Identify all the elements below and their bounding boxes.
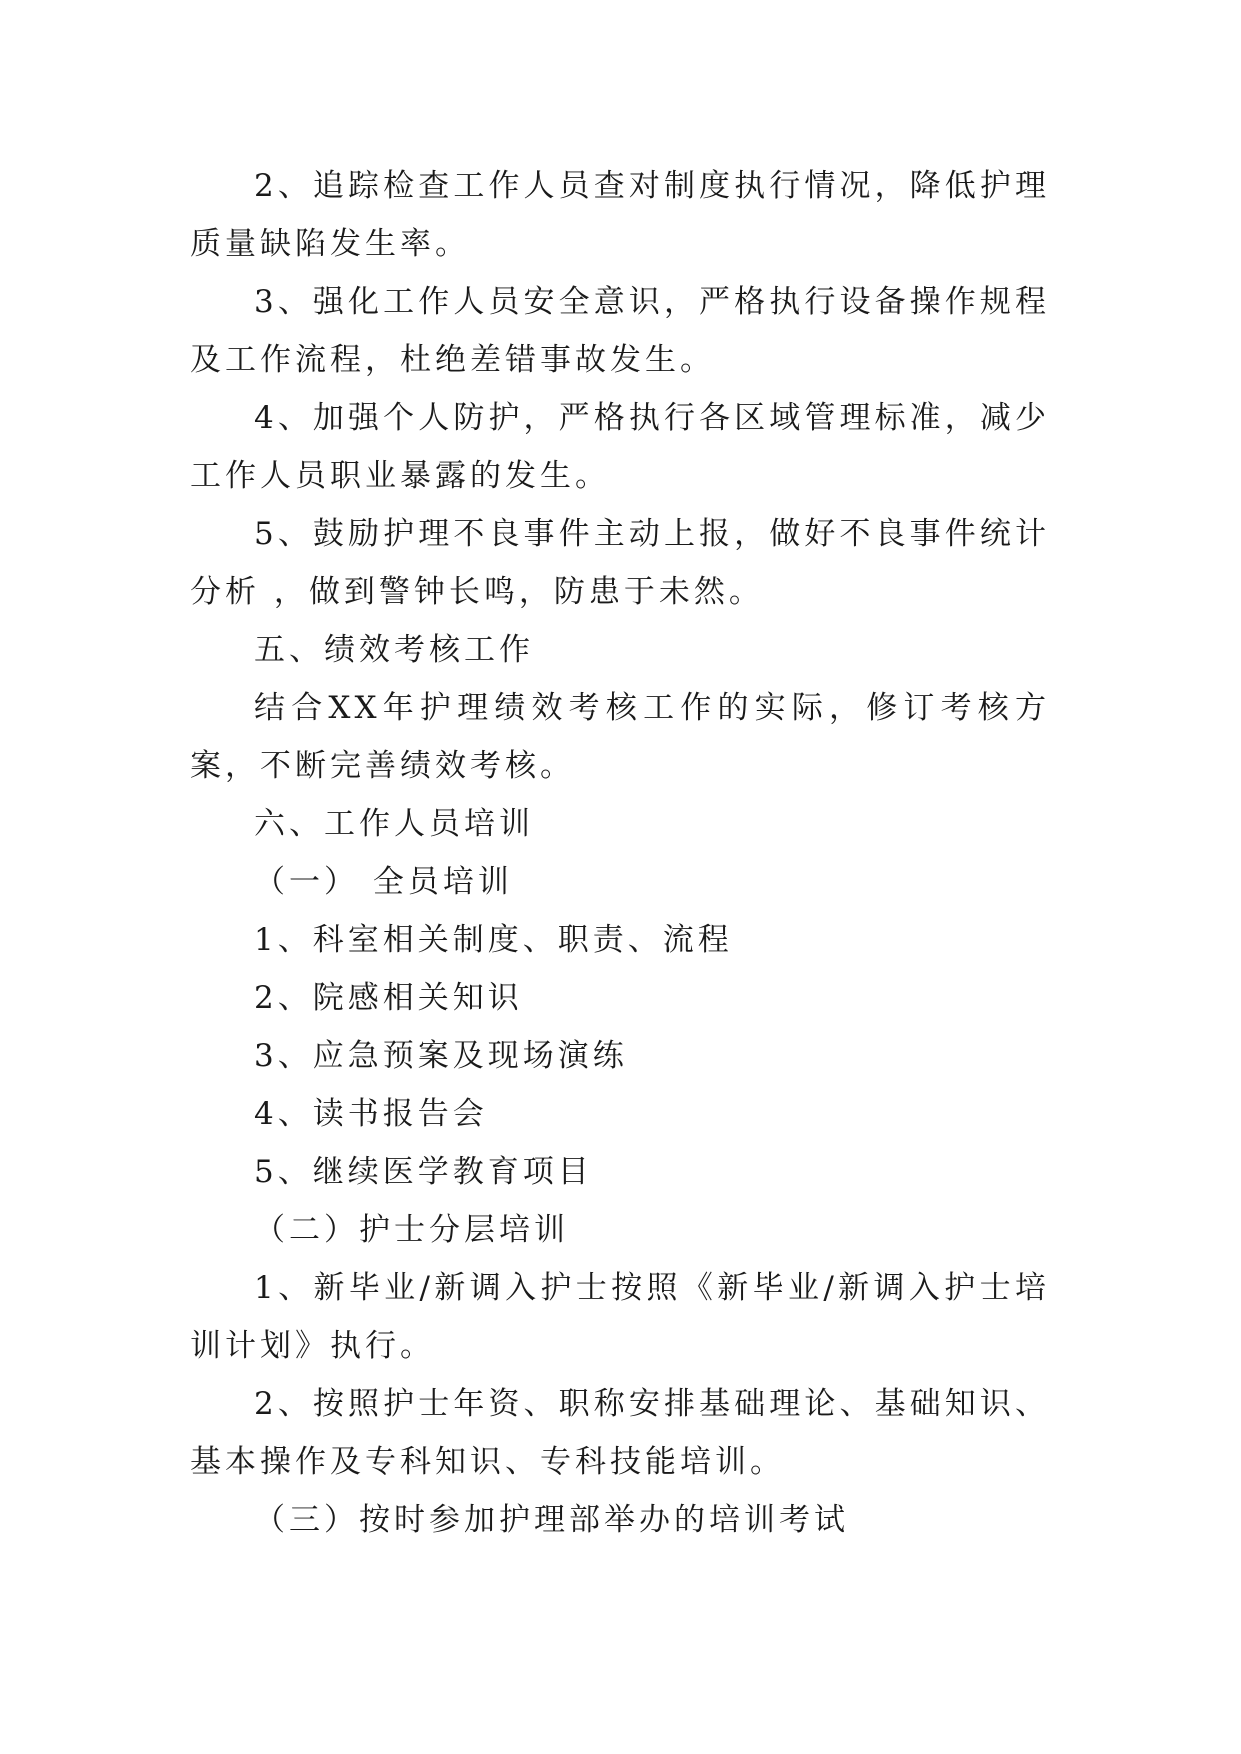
list-item: 3、应急预案及现场演练 bbox=[254, 1038, 628, 1074]
paragraph-item-2: 2、追踪检查工作人员查对制度执行情况，降低护理质量缺陷发生率。 bbox=[190, 168, 1050, 262]
section-heading-training: 六、工作人员培训 bbox=[254, 806, 534, 842]
paragraph-item-5: 5、鼓励护理不良事件主动上报，做好不良事件统计分析 ，做到警钟长鸣，防患于未然。 bbox=[190, 516, 1050, 610]
section-heading-performance: 五、绩效考核工作 bbox=[254, 632, 534, 668]
paragraph-item-3: 3、强化工作人员安全意识，严格执行设备操作规程及工作流程，杜绝差错事故发生。 bbox=[190, 284, 1050, 378]
list-item: 2、按照护士年资、职称安排基础理论、基础知识、基本操作及专科知识、专科技能培训。 bbox=[190, 1386, 1050, 1480]
list-item: 5、继续医学教育项目 bbox=[254, 1154, 593, 1190]
subheading-exams: （三）按时参加护理部举办的培训考试 bbox=[254, 1502, 849, 1538]
subheading-all-staff: （一） 全员培训 bbox=[254, 864, 513, 900]
paragraph-performance: 结合XX年护理绩效考核工作的实际，修订考核方案，不断完善绩效考核。 bbox=[190, 690, 1050, 784]
list-item: 4、读书报告会 bbox=[254, 1096, 488, 1132]
subheading-tiered-training: （二）护士分层培训 bbox=[254, 1212, 569, 1248]
paragraph-item-4: 4、加强个人防护，严格执行各区域管理标准，减少工作人员职业暴露的发生。 bbox=[190, 400, 1050, 494]
document-body bbox=[190, 157, 1050, 1549]
list-item: 2、院感相关知识 bbox=[254, 980, 523, 1016]
list-item: 1、新毕业/新调入护士按照《新毕业/新调入护士培训计划》执行。 bbox=[190, 1270, 1050, 1364]
list-item: 1、科室相关制度、职责、流程 bbox=[254, 922, 733, 958]
